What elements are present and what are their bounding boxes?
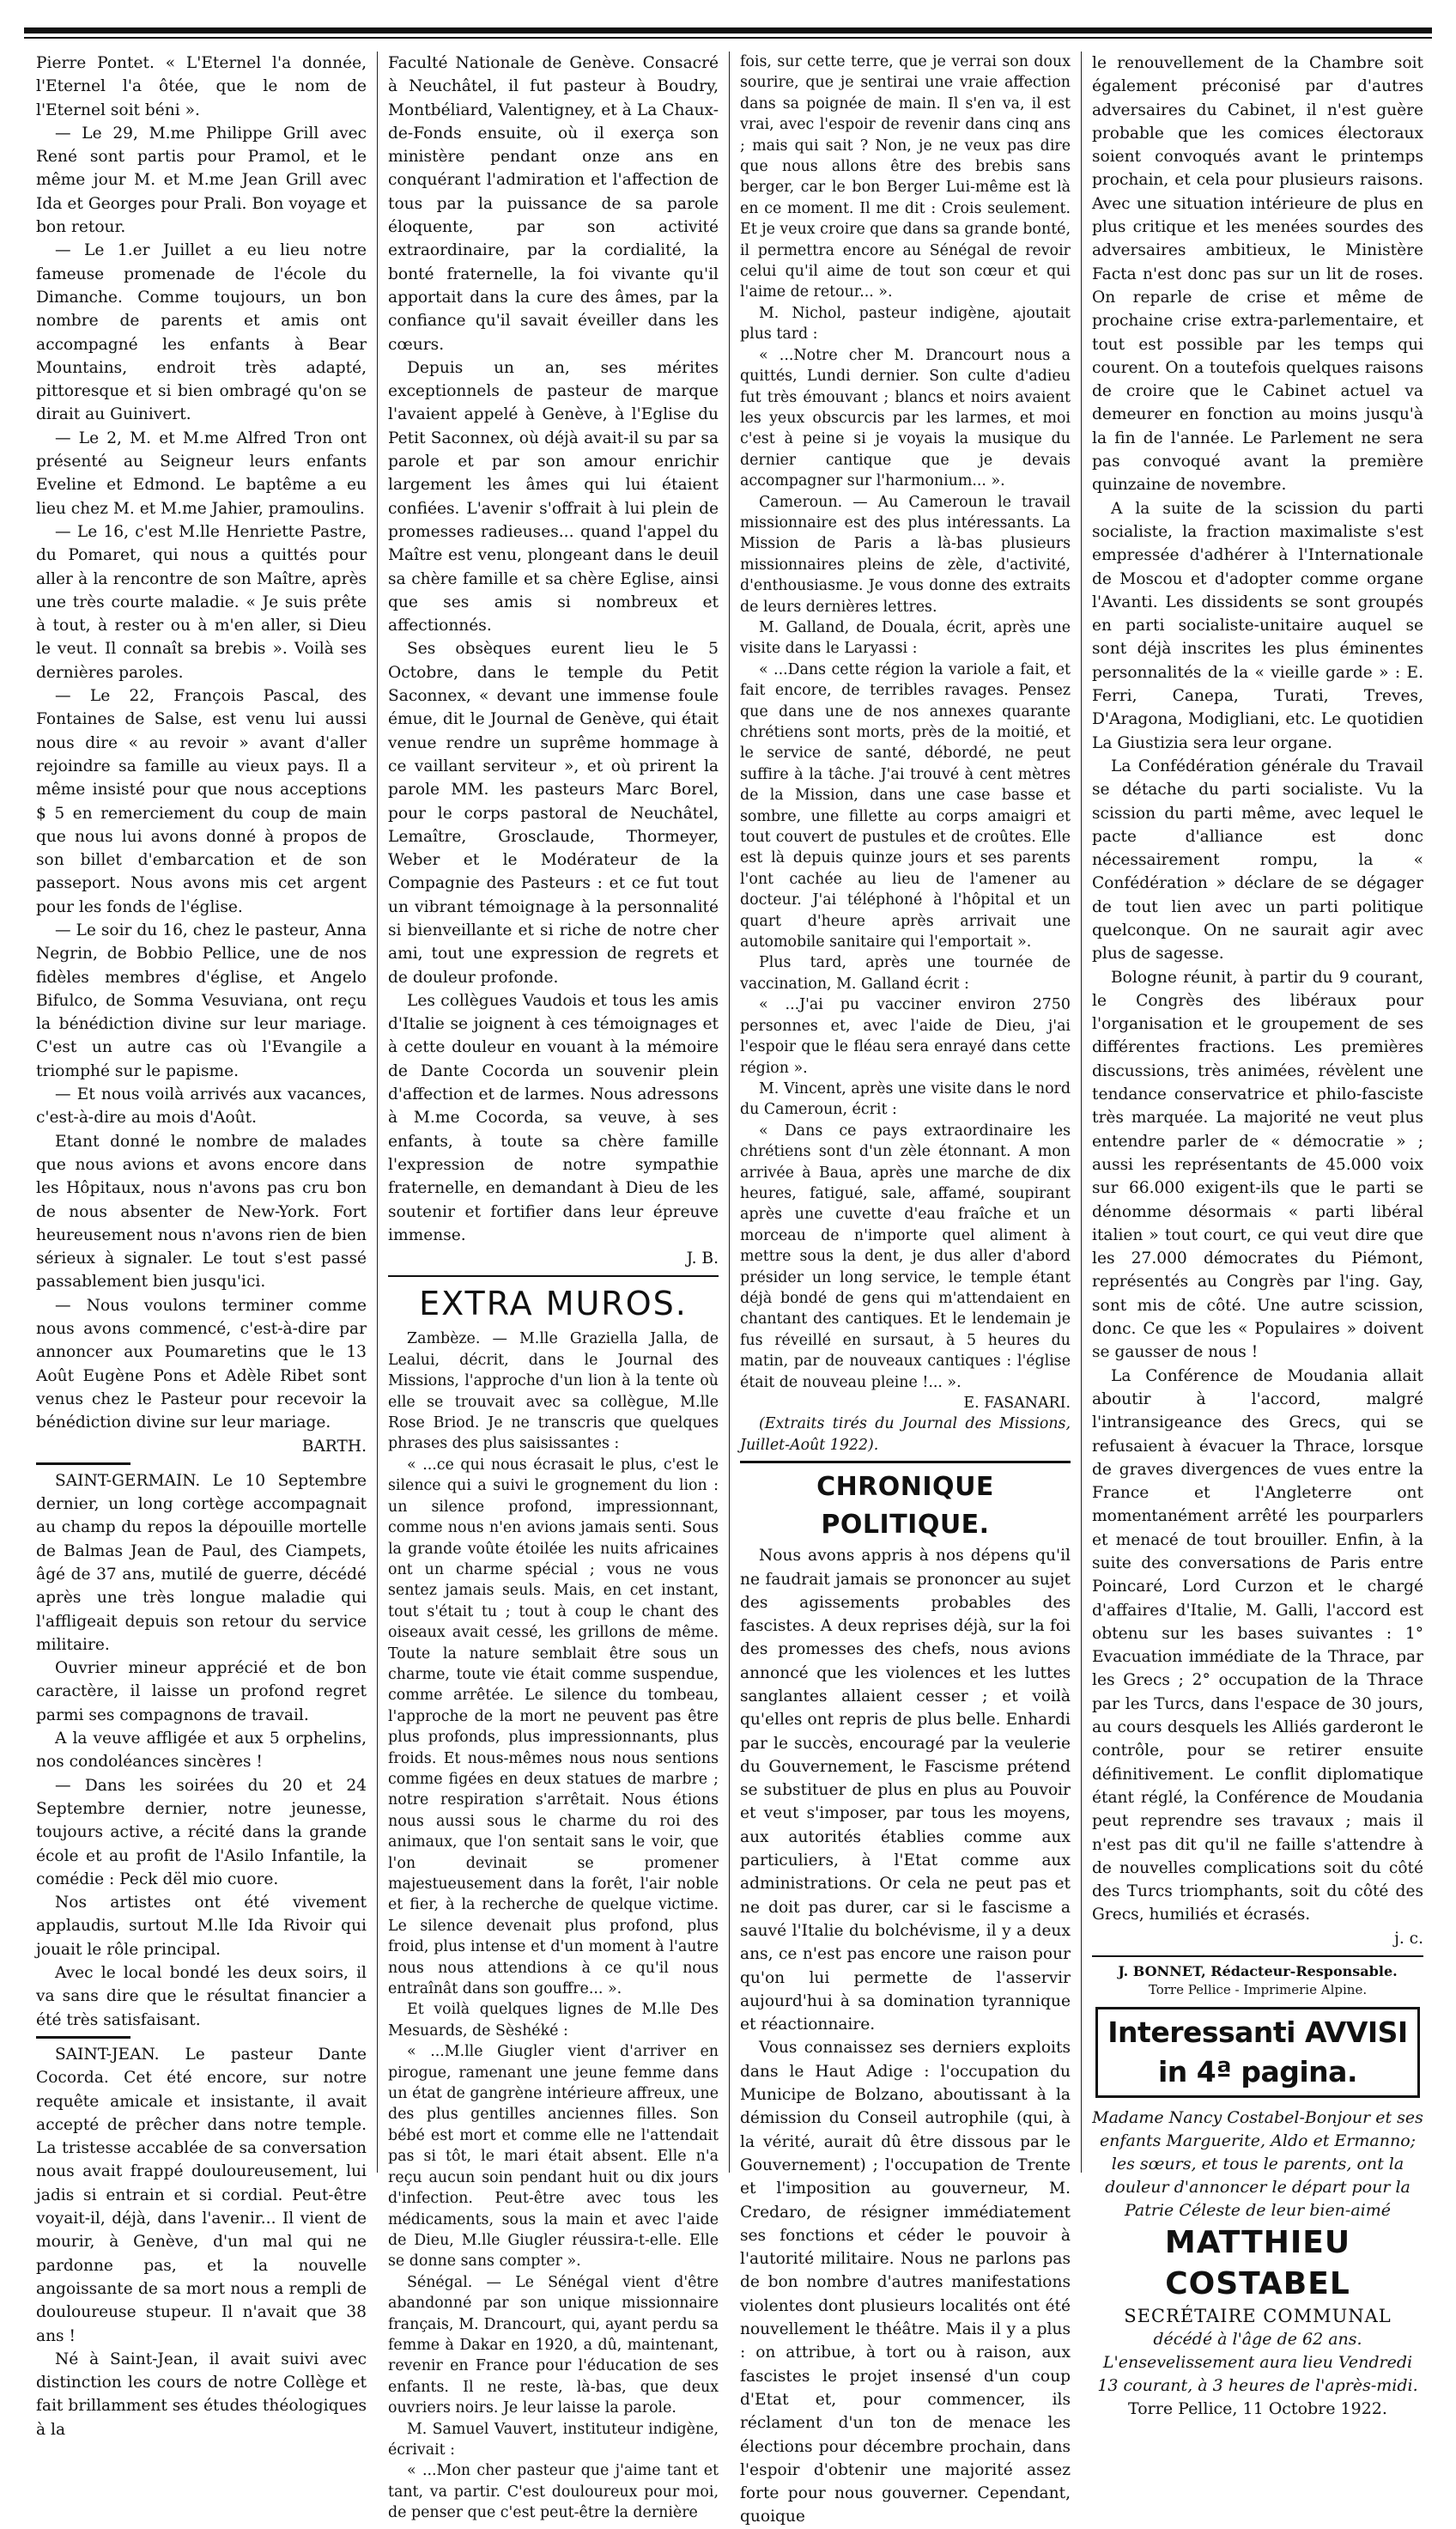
paragraph: « ...ce qui nous écrasait le plus, c'est le silence qui a suivi le grognement du lion : un silence profond, impressionnant, comme nous n'en avions jamais senti. Sous la grande voûte étoilée les nuits africaines ont un charme spécial ; vous ne vous sentez jamais seuls. Mais, en cet instant, tout s'était tu ; tout à coup le chant des oiseaux avait cessé, les grillons de même. Toute la nature semblait être sous un charme, toute vie était comme suspendue, comme arrêtée. Le silence du tombeau, l'approche de la mort ne peuvent pas être plus profonds, plus impressionnants, plus froids. Et nous-mêmes nous nous sentions comme figées en deux statues de marbre ; notre respiration s'arrêtait. Nous étions nous aussi sous le charme du roi des animaux, que l'on sentait sans le voir, que l'on devinait se promener majestueusement dans la forêt, l'air noble et fier, à la recherche de quelque victime. Le silence devenait plus profond, plus froid, plus intense et d'un moment à l'autre nous nous attendions à ce qu'il nous entraînât dans son gouffre... ». [388,1456,719,1998]
printer-line: Torre Pellice - Imprimerie Alpine. [1148,1982,1368,1998]
paragraph: Cameroun. — Au Cameroun le travail missionnaire est des plus intéressants. La Mission de Paris a là-bas plusieurs missionnaires pleins de zèle, d'activité, d'enthousiasme. Je vous donne des extraits de leurs dernières lettres. [740,493,1071,616]
paragraph: Ouvrier mineur apprécié et de bon caractère, il laisse un profond regret parmi ses compagnons de travail. [36,1659,367,1724]
avvisi-banner: Interessanti AVVISI in 4ª pagina. [1095,2007,1420,2098]
death-notice [1092,2106,1423,2421]
paragraph: SAINT-JEAN. Le pasteur Dante Cocorda. Cet été encore, sur notre requête amicale et insistante, il avait accepté de prêcher dans notre temple. La tristesse accablée de sa conversation nous avait frappé douloureusement, lui jadis si entrain et si cordial. Peut-être voyait-il, déjà, dans l'avenir... Il vient de mourir, à Genève, d'un mal qui ne pardonne pas, et la nouvelle angoissante de sa mort nous a rempli de douloureuse stupeur. Il n'avait que 38 ans ! [36,2045,367,2345]
signature: j. c. [1394,1929,1423,1948]
column-1 [26,52,378,2439]
paragraph: — Nous voulons terminer comme nous avons commencé, c'est-à-dire par annoncer aux Poumaretins que le 13 Août Eugène Pons et Adèle Ribet sont venus chez le Pasteur pour recevoir la bénédiction divine sur leur mariage. [36,1296,367,1432]
paragraph: Les collègues Vaudois et tous les amis d'Italie se joignent à ces témoignages et à cette douleur en vouant à la mémoire de Dante Cocorda un souvenir plein d'affection et de larmes. Nous adressons à M.me Cocorda, sa veuve, à ses enfants, à toute sa chère famille l'expression de notre sympathie fraternelle, en demandant à Dieu de les soutenir et fortifier dans leur épreuve immense. [388,991,719,1244]
paragraph: A la veuve affligée et aux 5 orphelins, nos condoléances sincères ! [36,1730,367,1772]
top-rule-thin [24,37,1432,39]
signature: E. FASANARI. [963,1395,1071,1412]
paragraph: — Le soir du 16, chez le pasteur, Anna Negrin, de Bobbio Pellice, une de nos fidèles membres d'église, et Angelo Bifulco, de Somma Vesuviana, ont reçu la bénédiction divine sur leur mariage. C'est un autre cas où l'Evangile a triomphé sur le papisme. [36,921,367,1080]
column-2 [378,52,730,2522]
column-3 [730,52,1082,2526]
paragraph: M. Vincent, après une visite dans le nord du Cameroun, écrit : [740,1079,1071,1119]
paragraph: « ...Notre cher M. Drancourt nous a quittés, Lundi dernier. Son culte d'adieu fut très émouvant ; blancs et noirs avaient les yeux obscurcis par les larmes, et moi c'est à peine si je voyais la musique du dernier cantique que je devais accompagner sur l'harmonium... ». [740,346,1071,490]
paragraph: Pierre Pontet. « L'Eternel l'a donnée, l'Eternel l'a ôtée, que le nom de l'Eternel soit béni ». [36,54,367,119]
paragraph: Depuis un an, ses mérites exceptionnels de pasteur de marque l'avaient appelé à Genève, à l'Eglise du Petit Saconnex, où déjà avait-il su par sa parole et par son amour enrichir largement les âmes qui lui étaient confiées. L'avenir s'offrait à lui plein de promesses radieuses... quand l'appel du Maître est venu, plongeant dans le deuil sa chère famille et sa chère Eglise, ainsi que ses amis si nombreux et affectionnés. [388,358,719,635]
paragraph: « ...J'ai pu vacciner environ 2750 personnes et, avec l'aide de Dieu, j'ai l'espoir que le fléau sera enrayé dans cette région ». [740,996,1071,1077]
section-title-chronique: CHRONIQUE POLITIQUE. [740,1461,1071,1544]
paragraph: — Le 2, M. et M.me Alfred Tron ont présenté au Seigneur leurs enfants Eveline et Edmond. Le baptême a eu lieu chez M. et M.me Jahier, pramoulins. [36,429,367,518]
separator-rule [36,2036,130,2039]
paragraph: le renouvellement de la Chambre soit également préconisé par d'autres adversaires du Cabinet, il n'est guère probable que les comices électoraux soient convoqués avant le printemps prochain, et cela pour plusieurs raisons. Avec une situation intérieure de plus en plus critique et les menées sourdes des adversaires ambitieux, le Ministère Facta n'est donc pas sur un lit de roses. On reparle de crise et même de prochaine crise extra-parlementaire, et tout est possible par les temps qui courent. On a toutefois quelques raisons de croire que le Cabinet actuel va demeurer en fonction au moins jusqu'à la fin de l'année. Le Parlement ne sera pas convoqué avant la première quinzaine de novembre. [1092,54,1423,495]
paragraph: « ...Mon cher pasteur que j'aime tant et tant, va partir. C'est douloureux pour moi, de penser que c'est peut-être la dernière [388,2462,719,2522]
deceased-age: décédé à l'âge de 62 ans. [1153,2330,1362,2350]
paragraph: M. Nichol, pasteur indigène, ajoutait plus tard : [740,304,1071,343]
paragraph: — Le 1.er Juillet a eu lieu notre fameuse promenade de l'école du Dimanche. Comme toujours, un bon nombre de parents et amis ont accompagné les enfants à Bear Mountains, endroit très adapté, pittoresque et si bien ombragé qu'on se dirait au Guinivert. [36,241,367,424]
section-title-extra-muros: EXTRA MUROS. [419,1285,688,1323]
paragraph: SAINT-GERMAIN. Le 10 Septembre dernier, un long cortège accompagnait au champ du repos la dépouille mortelle de Balmas Jean de Paul, des Ciampets, âgé de 37 ans, mutilé de guerre, décédé après une très longue maladie qui l'affligeait depuis son retour du service militaire. [36,1471,367,1654]
death-notice-intro: Madame Nancy Costabel-Bonjour et ses enfants Marguerite, Aldo et Ermanno; les sœurs, et tous le parents, ont la douleur d'annoncer le départ pour la Patrie Céleste de leur bien-aimé [1092,2108,1423,2221]
editor-responsible: J. BONNET, Rédacteur-Responsable. [1118,1963,1398,1980]
paragraph: Avec le local bondé les deux soirs, il va sans dire que le résultat financier a été très satisfaisant. [36,1964,367,2029]
paragraph: — Le 29, M.me Philippe Grill avec René sont partis pour Pramol, et le même jour M. et M.me Jean Grill avec Ida et Georges pour Prali. Bon voyage et bon retour. [36,124,367,237]
paragraph: « ...M.lle Giugler vient d'arriver en pirogue, ramenant une jeune femme dans un état de gangrène intérieure affreux, une des plus gentilles anciennes filles. Son bébé est mort et comme elle ne l'attendait pas si tôt, le mari était absent. Elle n'a reçu aucun soin pendant huit ou dix jours d'infection. Peut-être avec tous les médicaments, sous la main et avec l'aide de Dieu, M.lle Giugler réussira-t-elle. Elle se donne sans compter ». [388,2043,719,2271]
paragraph: Etant donné le nombre de malades que nous avions et avons encore dans les Hôpitaux, nous n'avons pas cru bon de nous absenter de New-York. Fort heureusement nous n'avons rien de bien sérieux à signaler. Le tout s'est passé passablement bien jusqu'ici. [36,1132,367,1292]
newspaper-columns [26,52,1434,2526]
paragraph: La Confédération générale du Travail se détache du parti socialiste. Vu la scission du parti même, avec lequel le pacte d'alliance est donc nécessairement rompu, la « Confédération » déclare de se dégager de tout lien avec un parti politique quelconque. On ne saurait agir avec plus de sagesse. [1092,757,1423,964]
paragraph: — Le 16, c'est M.lle Henriette Pastre, du Pomaret, qui nous a quittés pour aller à la rencontre de son Maître, après une très courte maladie. « Je suis prête à tout, à rester ou à m'en aller, si Dieu le veut. Il connaît sa brebis ». Voilà ses dernières paroles. [36,522,367,682]
paragraph: M. Samuel Vauvert, instituteur indigène, écrivait : [388,2420,719,2459]
burial-info: L'ensevelissement aura lieu Vendredi 13 courant, à 3 heures de l'après-midi. [1097,2353,1418,2396]
paragraph: « Dans ce pays extraordinaire les chrétiens sont d'un zèle étonnant. A mon arrivée à Baua, après une marche de dix heures, fatigué, sale, affamé, soupirant après une cuvette d'eau fraîche et un morceau de n'importe quel aliment à mettre sous la dent, je dus aller d'abord présider un long service, le temple étant déjà bondé de gens qui m'attendaient en chantant des cantiques. Et le lendemain je fus réveillé en sursaut, à 5 heures du matin, par de nouveaux cantiques : l'église était de nouveau pleine !... ». [740,1122,1071,1391]
paragraph: Nos artistes ont été vivement applaudis, surtout M.lle Ida Rivoir qui jouait le rôle principal. [36,1894,367,1959]
paragraph: A la suite de la scission du parti socialiste, la fraction maximaliste s'est empressée d'adhérer à l'Internationale de Moscou et d'adopter comme organe l'Avanti. Les dissidents se sont groupés en parti socialiste-unitaire auquel se sont déjà inscrites les plus éminentes personnalités de la « vieille garde » : E. Ferri, Canepa, Turati, Treves, D'Aragona, Modigliani, etc. Le quotidien La Giustizia sera leur organe. [1092,499,1423,752]
place-date: Torre Pellice, 11 Octobre 1922. [1128,2399,1387,2419]
paragraph: Vous connaissez ses derniers exploits dans le Haut Adige : l'occupation du Municipe de Bolzano, aboutissant à la démission du Conseil autrophile (qui, à la vérité, aurait dû être dissous par le Gouvernement) ; l'occupation de Trente et l'imposition au gouverneur, M. Credaro, de résigner immédiatement ses fonctions et céder le pouvoir à l'autorité militaire. Nous ne parlons pas de bon nombre d'autres manifestations violentes dont plusieurs localités ont été nouvellement le théâtre. Mais il y a plus : on attribue, à tort ou à raison, aux fascistes le projet insensé d'un coup d'Etat et, pour commencer, ils réclament d'un ton de menace les élections pour décembre prochain, dans l'espoir d'obtenir une majorité assez forte pour nous gouverner. Cependant, quoique [740,2039,1071,2526]
paragraph: — Le 22, François Pascal, des Fontaines de Salse, est venu lui aussi nous dire « au revoir » avant d'aller rejoindre sa famille au vieux pays. Il a même insisté pour que nous acceptions $ 5 en remerciement du coup de main que nous lui avons donné à propos de son billet d'embarcation et de son passeport. Nous avons mis cet argent pour les fonds de l'église. [36,687,367,916]
paragraph: Né à Saint-Jean, il avait suivi avec distinction les cours de notre Collège et fait brillamment ses études théologiques à la [36,2350,367,2439]
paragraph: fois, sur cette terre, que je verrai son doux sourire, que je sentirai une vraie affection dans sa poignée de main. Il s'en va, il est vrai, avec l'espoir de revenir dans cinq ans ; mais qui sait ? Non, je ne veux pas dire que nous allons être des brebis sans berger, car le bon Berger Lui-même est là en ce moment. Il me dit : Crois seulement. Et je veux croire que dans sa grande bonté, il permettra encore au Sénégal de revoir celui qu'il aime de tout son cœur et qui l'aime de retour... ». [740,53,1071,301]
paragraph: Plus tard, après une tournée de vaccination, M. Galland écrit : [740,954,1071,993]
section-rule [388,1275,719,1277]
paragraph: — Dans les soirées du 20 et 24 Septembre dernier, notre jeunesse, toujours active, a récité dans la grande école et au profit de l'Asilo Infantile, la comédie : Peck dël mio cuore. [36,1776,367,1888]
paragraph: « ...Dans cette région la variole a fait, et fait encore, de terribles ravages. Pensez que dans une de nos annexes quarante chrétiens sont morts, près de la moitié, et le service de santé, débordé, ne peut suffire à la tâche. J'ai trouvé à cent mètres de la Mission, dans une case basse et sombre, une fillette au corps amaigri et tout couvert de pustules et de croûtes. Elle est là depuis quinze jours et ses parents l'ont cachée au lieu de l'amener au docteur. J'ai téléphoné à l'hôpital et un quart d'heure après arrivait une automobile sanitaire qui l'emportait ». [740,660,1071,951]
deceased-name: MATTHIEU COSTABEL [1164,2225,1351,2302]
paragraph: Et voilà quelques lignes de M.lle Des Mesuards, de Sèshéké : [388,2001,719,2040]
source-note: (Extraits tirés du Journal des Missions, Juillet-Août 1922). [740,1415,1071,1454]
column-4 [1082,52,1434,2419]
paragraph: Bologne réunit, à partir du 9 courant, le Congrès des libéraux pour l'organisation et le groupement de ses différentes fractions. Les premières discussions, très animées, révèlent une tendance conservatrice et philo-fasciste très marquée. La majorité ne veut plus entendre parler de « démocratie » ; aussi les représentants de 45.000 voix sur 66.000 exigent-ils que le parti se dénomme désormais « parti libéral italien » tout court, ce qui veut dire que les 27.000 démocrates du Piémont, représentés au Congrès par l'ing. Gay, sont mis de côté. Une autre scission, donc. Ce que les « Populaires » doivent se gausser de nous ! [1092,968,1423,1362]
deceased-role: SECRÉTAIRE COMMUNAL [1124,2306,1392,2327]
signature: J. B. [686,1249,719,1268]
paragraph: Faculté Nationale de Genève. Consacré à Neuchâtel, il fut pasteur à Boudry, Montbéliard, Valentigney, et à La Chaux-de-Fonds ensuite, où il exerça son ministère pendant onze ans en conquérant l'admiration et l'affection de tous par la puissance de sa parole éloquente, par son activité extraordinaire, par la cordialité, la bonté fraternelle, la foi vivante qu'il apportait dans la cure des âmes, par la confiance qu'il savait éveiller dans les cœurs. [388,54,719,354]
top-rule-thick [24,27,1432,33]
paragraph: Zambèze. — M.lle Graziella Jalla, de Lealui, décrit, dans le Journal des Missions, l'approche d'un lion à la tente où elle se trouvait avec sa collègue, M.lle Rose Briod. Je ne transcris que quelques phrases des plus saisissantes : [388,1330,719,1453]
footer-rule [1092,1955,1423,1957]
paragraph: Nous avons appris à nos dépens qu'il ne faudrait jamais se prononcer au sujet des agissements probables des fascistes. A deux reprises déjà, sur la foi des promesses des chefs, nous avions annoncé que les violences et les luttes sanglantes allaient cesser ; et voilà qu'elles ont repris de plus belle. Enhardi par le succès, encouragé par la veulerie du Gouvernement, le Fascisme prétend se substituer de plus en plus au Pouvoir et veut s'imposer, par tous les moyens, aux autorités établies comme aux particuliers, à l'Etat comme aux administrations. Or cela ne peut pas et ne doit pas durer, car si le fascisme a sauvé l'Italie du bolchévisme, il y a deux ans, ce n'est pas encore une raison pour qu'on lui permette de l'asservir aujourd'hui à sa domination tyrannique et réactionnaire. [740,1547,1071,2034]
paragraph: Ses obsèques eurent lieu le 5 Octobre, dans le temple du Petit Saconnex, « devant une immense foule émue, dit le Journal de Genève, qui était venue rendre un suprême hommage à ce vaillant serviteur », et où prirent la parole MM. les pasteurs Marc Borel, pour le corps pastoral de Neuchâtel, Lemaître, Grosclaude, Thormeyer, Weber et le Modérateur de la Compagnie des Pasteurs : et ce fut tout un vibrant témoignage à la personnalité si bienveillante et si riche de notre cher ami, tout une expression de regrets et de douleur profonde. [388,640,719,987]
paragraph: La Conférence de Moudania allait aboutir à l'accord, malgré l'intransigeance des Grecs, qui se refusaient à évacuer la Thrace, lorsque de graves divergences de vues entre la France et l'Angleterre ont momentanément arrêté les pourparlers et menacé de tout brouiller. Enfin, à la suite des conversations de Paris entre Poincaré, Lord Curzon et le chargé d'affaires d'Italie, M. Galli, l'accord est obtenu sur les bases suivantes : 1° Evacuation immédiate de la Thrace, par les Grecs ; 2° occupation de la Thrace par les Turcs, dans l'espace de 30 jours, au cours desquels les Alliés garderont le contrôle, pour se retirer ensuite définitivement. Le conflit diplomatique étant réglé, la Conférence de Moudania peut reprendre ses travaux ; mais il n'est pas dit qu'il ne faille s'attendre à de nouvelles complications soit du côté des Turcs triomphants, soit du côté des Grecs, humiliés et écrasés. [1092,1366,1423,1924]
separator-rule [36,1462,130,1465]
paragraph: M. Galland, de Douala, écrit, après une visite dans le Laryassi : [740,618,1071,658]
signature: BARTH. [301,1437,367,1456]
paragraph: Sénégal. — Le Sénégal vient d'être abandonné par son unique missionnaire français, M. Drancourt, qui, ayant perdu sa femme à Dakar en 1920, a dû, maintenant, revenir en France pour l'éducation de ses enfants. Il ne reste, là-bas, que deux ouvriers noirs. Je leur laisse la parole. [388,2273,719,2417]
paragraph: — Et nous voilà arrivés aux vacances, c'est-à-dire au mois d'Août. [36,1085,367,1128]
